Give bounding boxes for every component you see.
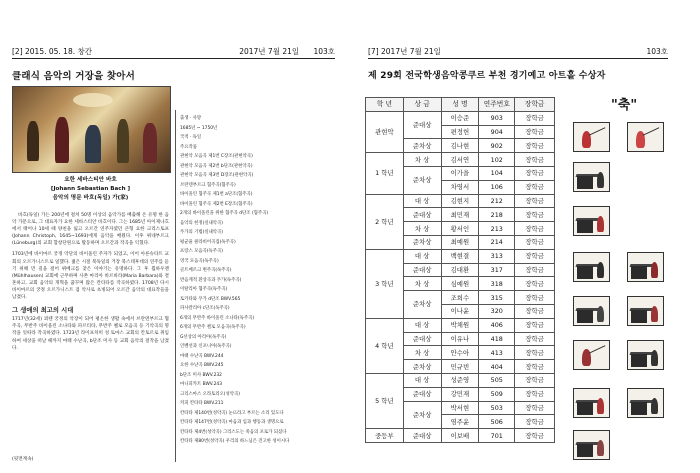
- winner-photo: [627, 296, 664, 326]
- congrats-label: "축": [611, 98, 638, 113]
- caption-line-1: 요한 세바스티안 바흐: [64, 177, 117, 183]
- works-list-item: G선상의 아리아(독주곡): [180, 334, 227, 340]
- scholarship-cell: 장학금: [515, 111, 555, 125]
- name-cell: 백현결: [441, 249, 479, 263]
- number-cell: 102: [479, 153, 515, 167]
- works-list-item: 골트베르크 변주곡(독주곡): [180, 268, 232, 273]
- bach-painting-image: [12, 86, 171, 173]
- col-prize: 상 금: [403, 98, 441, 112]
- prize-cell: 준대상: [403, 332, 441, 346]
- grade-cell: 관현악: [366, 111, 404, 152]
- works-list-item: 요한 수난곡 BWV.245: [180, 363, 224, 368]
- bach-works-list: [180, 114, 340, 447]
- winner-photo: [573, 296, 610, 326]
- scholarship-cell: 장학금: [515, 166, 555, 180]
- col-grade: 학 년: [366, 98, 404, 112]
- name-cell: 강민재: [441, 387, 479, 401]
- right-page: [355, 0, 700, 473]
- scholarship-cell: 장학금: [515, 387, 555, 401]
- name-cell: 성준영: [441, 373, 479, 387]
- winner-photo: [573, 206, 610, 236]
- name-cell: 심예원: [441, 277, 479, 291]
- table-header-row: [366, 98, 555, 112]
- works-list-item: 바이올린 협주곡 제1번 a단조(협주곡): [180, 192, 253, 197]
- number-cell: 106: [479, 180, 515, 194]
- number-cell: 903: [479, 111, 515, 125]
- name-cell: 염주윤: [441, 415, 479, 429]
- number-cell: 317: [479, 263, 515, 277]
- number-cell: 404: [479, 360, 515, 374]
- works-list-item: 이탈리아 협주곡(독주곡): [180, 287, 228, 292]
- winner-photo: [573, 430, 610, 460]
- award-winners-table: [365, 97, 555, 443]
- scholarship-cell: 장학금: [515, 153, 555, 167]
- number-cell: 214: [479, 235, 515, 249]
- name-cell: 이유나: [441, 332, 479, 346]
- works-list-item: 6개의 무반주 바이올린 소나타(독주곡): [180, 315, 255, 321]
- scholarship-cell: 장학금: [515, 373, 555, 387]
- table-row: [366, 373, 555, 387]
- works-list-item: 2개의 바이올린을 위한 협주곡 d단조 (협주곡): [180, 211, 269, 216]
- scholarship-cell: 장학금: [515, 194, 555, 208]
- number-cell: 218: [479, 208, 515, 222]
- caption-line-3: 음악의 명문 바흐(독일) 가(家): [52, 195, 129, 201]
- painting-caption: [12, 176, 169, 203]
- left-date-label: 2017년 7월 21일: [239, 47, 300, 56]
- scholarship-cell: 장학금: [515, 249, 555, 263]
- prize-cell: 준차상: [403, 401, 441, 429]
- works-list-item: 커피 칸타타 BWV.211: [180, 401, 224, 406]
- prize-cell: 준차상: [403, 235, 441, 249]
- winner-photo: [573, 340, 610, 370]
- number-cell: 509: [479, 387, 515, 401]
- scholarship-cell: 장학금: [515, 429, 555, 443]
- works-list-item: 브란덴부르크 협주곡(협주곡): [180, 182, 236, 188]
- right-issue-label: [7] 2017년 7월 21일: [368, 47, 441, 56]
- section-title: 그 생애의 최고의 시대: [12, 307, 74, 315]
- name-cell: 이보배: [441, 429, 479, 443]
- right-number-label: 103호: [646, 47, 668, 56]
- body-paragraph-2: 1703년에 바이마르 궁정 악단의 바이올린 주자가 되었고, 이어 아른슈타트 교회의 오르가니스트로 일했다. 젊은 시절 북독일의 거장 북스테후데의 연주를 듣기 위해 먼 길을 걸어 뤼베크를 찾은 이야기는 유명하다. 그 후 뮐하우젠(Mühlhausen) 교회에 근무하며 사촌 마리아 바르바라(Maria Barbara)와 결혼하고, 교회 음악의 개혁을 꿈꾸며 많은 칸타타를 작곡하였다. 1708년 다시 바이마르의 궁정 오르가니스트 겸 악사로 초빙되어 오르간 음악의 대표작들을 남겼다.: [12, 252, 169, 301]
- scholarship-cell: 장학금: [515, 318, 555, 332]
- prize-cell: 차 상: [403, 153, 441, 167]
- name-cell: 황서인: [441, 222, 479, 236]
- number-cell: 506: [479, 415, 515, 429]
- prize-cell: 대 상: [403, 373, 441, 387]
- scholarship-cell: 장학금: [515, 139, 555, 153]
- number-cell: 902: [479, 139, 515, 153]
- table-row: [366, 111, 555, 125]
- scholarship-cell: 장학금: [515, 180, 555, 194]
- winner-photo: [627, 340, 664, 370]
- number-cell: 318: [479, 277, 515, 291]
- works-list-item: 6개의 무반주 첼로 모음곡(독주곡): [180, 325, 246, 330]
- winner-photo: [627, 252, 664, 282]
- table-row: [366, 249, 555, 263]
- works-list-item: 칸타타 제140번(성악곡) 눈뜨라고 부르는 소리 있도다: [180, 410, 284, 416]
- number-cell: 701: [479, 429, 515, 443]
- grade-cell: 3 학년: [366, 249, 404, 318]
- number-cell: 418: [479, 332, 515, 346]
- scholarship-cell: 장학금: [515, 263, 555, 277]
- name-cell: 박서현: [441, 401, 479, 415]
- works-list-item: 푸가의 기법(실내악곡): [180, 230, 223, 235]
- grade-cell: 2 학년: [366, 194, 404, 249]
- col-scholarship: 장학금: [515, 98, 555, 112]
- body-paragraph-1: 바흐(독일) 가는 200년에 걸쳐 50명 이상의 음악가를 배출해 온 유명 한 음악 가문으로, 그 대표자가 요한 세바스티안 바흐이다. 그는 1685년 아이제나흐에서 태어나 10세 때 양친을 잃고 오르간 연주자였던 큰형 요한 크리스토프(Johann Christoph, 1645~1693)에게 음악을 배웠다. 이후 뤼네부르크(Lüneburg)의 교회 합창단원으로 활동하며 오르간과 작곡을 익혔다.: [12, 213, 169, 247]
- prize-cell: 차 상: [403, 277, 441, 291]
- scholarship-cell: 장학금: [515, 222, 555, 236]
- name-cell: 박채원: [441, 318, 479, 332]
- winner-photo: [627, 122, 664, 152]
- table-row: [366, 318, 555, 332]
- works-list-item: 크리스마스 오라토리오(성악곡): [180, 391, 240, 397]
- name-cell: 최예원: [441, 235, 479, 249]
- name-cell: 편정헌: [441, 125, 479, 139]
- works-list-item: 영국 모음곡(독주곡): [180, 258, 219, 264]
- works-list-item: 출생 · 사망: [180, 116, 202, 121]
- left-number-label: 103호: [313, 47, 335, 56]
- works-list-item: 주요작품: [180, 144, 197, 150]
- works-list-item: 반음계적 환상곡과 푸가(독주곡): [180, 277, 242, 283]
- name-cell: 김현지: [441, 194, 479, 208]
- name-cell: 이승준: [441, 111, 479, 125]
- works-list-item: 프랑스 모음곡(독주곡): [180, 249, 223, 254]
- prize-cell: 준차상: [403, 166, 441, 194]
- section-paragraph: 1717년(32세) 쾨텐 궁정의 악장이 되어 평온한 생활 속에서 브란덴부르크 협주곡, 무반주 바이올린 소나타와 파르티타, 무반주 첼로 모음곡 등 기악곡의 명작을 잇따라 작곡하였다. 1723년 라이프치히 성 토마스 교회의 칸토르로 취임하여 세상을 떠날 때까지 마태 수난곡, b단조 미사 등 교회 음악의 걸작을 남겼다.: [12, 317, 169, 351]
- col-name: 성 명: [441, 98, 479, 112]
- name-cell: 김나현: [441, 139, 479, 153]
- works-list-item: 마태 수난곡 BWV.244: [180, 353, 224, 359]
- works-list-item: 1685년 ~ 1750년: [180, 125, 218, 131]
- number-cell: 212: [479, 194, 515, 208]
- scholarship-cell: 장학금: [515, 304, 555, 318]
- winner-photo: [573, 252, 610, 282]
- scholarship-cell: 장학금: [515, 277, 555, 291]
- table-row: [366, 194, 555, 208]
- article-body: [12, 212, 169, 352]
- number-cell: 313: [479, 249, 515, 263]
- left-article-title: 클래식 음악의 거장을 찾아서: [12, 71, 136, 82]
- scholarship-cell: 장학금: [515, 235, 555, 249]
- grade-cell: 4 학년: [366, 318, 404, 373]
- right-article-title: 제 29회 전국학생음악콩쿠르 부천 경기예고 아트홀 수상자: [368, 71, 606, 81]
- scholarship-cell: 장학금: [515, 401, 555, 415]
- number-cell: 406: [479, 318, 515, 332]
- scholarship-cell: 장학금: [515, 125, 555, 139]
- number-cell: 505: [479, 373, 515, 387]
- prize-cell: 대 상: [403, 318, 441, 332]
- name-cell: 최민재: [441, 208, 479, 222]
- left-header-rule: [12, 58, 335, 59]
- works-list-item: 평균율 클라비어곡집(독주곡): [180, 239, 236, 245]
- prize-cell: 준대상: [403, 111, 441, 139]
- right-page-header: [368, 46, 668, 57]
- name-cell: 김서연: [441, 153, 479, 167]
- name-cell: 차영서: [441, 180, 479, 194]
- works-list-item: 관현악 모음곡 제2번 b단조(관현악곡): [180, 163, 253, 169]
- prize-cell: 준차상: [403, 360, 441, 374]
- works-list-item: 관현악 모음곡 제3번 D장조(관현악곡): [180, 173, 254, 178]
- table-row: [366, 153, 555, 167]
- works-list-item: b단조 미사 BWV.232: [180, 372, 222, 378]
- scholarship-cell: 장학금: [515, 208, 555, 222]
- number-cell: 503: [479, 401, 515, 415]
- prize-cell: 준차상: [403, 291, 441, 319]
- grade-cell: 1 학년: [366, 153, 404, 194]
- number-cell: 104: [479, 166, 515, 180]
- works-list-item: 토카타와 푸가 d단조 BWV.565: [180, 296, 241, 302]
- winner-photo: [573, 162, 610, 192]
- winner-photo: [573, 122, 610, 152]
- scholarship-cell: 장학금: [515, 332, 555, 346]
- continued-note: (뒷면계속): [12, 457, 34, 462]
- col-number: 연주번호: [479, 98, 515, 112]
- number-cell: 320: [479, 304, 515, 318]
- column-divider: [175, 110, 176, 462]
- works-list-item: 마니피카트 BWV.243: [180, 382, 223, 387]
- number-cell: 315: [479, 291, 515, 305]
- name-cell: 이가을: [441, 166, 479, 180]
- prize-cell: 준대상: [403, 263, 441, 277]
- prize-cell: 준대상: [403, 208, 441, 222]
- works-list-item: 인벤션과 신포니아(독주곡): [180, 344, 232, 349]
- number-cell: 413: [479, 346, 515, 360]
- left-page-header: [12, 46, 335, 57]
- table-row: [366, 429, 555, 443]
- grade-cell: 중등부: [366, 429, 404, 443]
- prize-cell: 준대상: [403, 387, 441, 401]
- prize-cell: 대 상: [403, 194, 441, 208]
- name-cell: 김대환: [441, 263, 479, 277]
- works-list-item: 국적 · 독일: [180, 135, 202, 140]
- left-issue-label: [2] 2015. 05. 18. 창간: [12, 47, 92, 56]
- works-list-item: 칸타타 제147번(성악곡) 마음과 입과 행동과 생명으로: [180, 420, 284, 425]
- prize-cell: 차 상: [403, 346, 441, 360]
- works-list-item: 파사칼리아 c단조(독주곡): [180, 306, 230, 311]
- name-cell: 조희수: [441, 291, 479, 305]
- scholarship-cell: 장학금: [515, 291, 555, 305]
- caption-line-2: [Johann Sebastian Bach ]: [50, 186, 131, 192]
- winner-photo: [573, 388, 610, 418]
- scholarship-cell: 장학금: [515, 415, 555, 429]
- works-list-item: 칸타타 제80번(성악곡) 우리의 하느님은 견고한 성이시다: [180, 439, 290, 444]
- prize-cell: 대 상: [403, 249, 441, 263]
- right-header-rule: [368, 58, 668, 59]
- prize-cell: 준대상: [403, 429, 441, 443]
- works-list-item: 칸타타 제4번(성악곡) 그리스도는 죽음의 포로가 되셨다: [180, 429, 287, 435]
- prize-cell: 준차상: [403, 139, 441, 153]
- scholarship-cell: 장학금: [515, 346, 555, 360]
- number-cell: 213: [479, 222, 515, 236]
- scholarship-cell: 장학금: [515, 360, 555, 374]
- name-cell: 안수아: [441, 346, 479, 360]
- works-list-item: 바이올린 협주곡 제2번 E장조(협주곡): [180, 201, 253, 207]
- works-list-item: 음악의 헌정(실내악곡): [180, 220, 223, 226]
- prize-cell: 차 상: [403, 222, 441, 236]
- works-list-item: 관현악 모음곡 제1번 C장조(관현악곡): [180, 154, 253, 159]
- name-cell: 이나윤: [441, 304, 479, 318]
- winner-photo: [627, 388, 664, 418]
- grade-cell: 5 학년: [366, 373, 404, 428]
- name-cell: 민규빈: [441, 360, 479, 374]
- number-cell: 904: [479, 125, 515, 139]
